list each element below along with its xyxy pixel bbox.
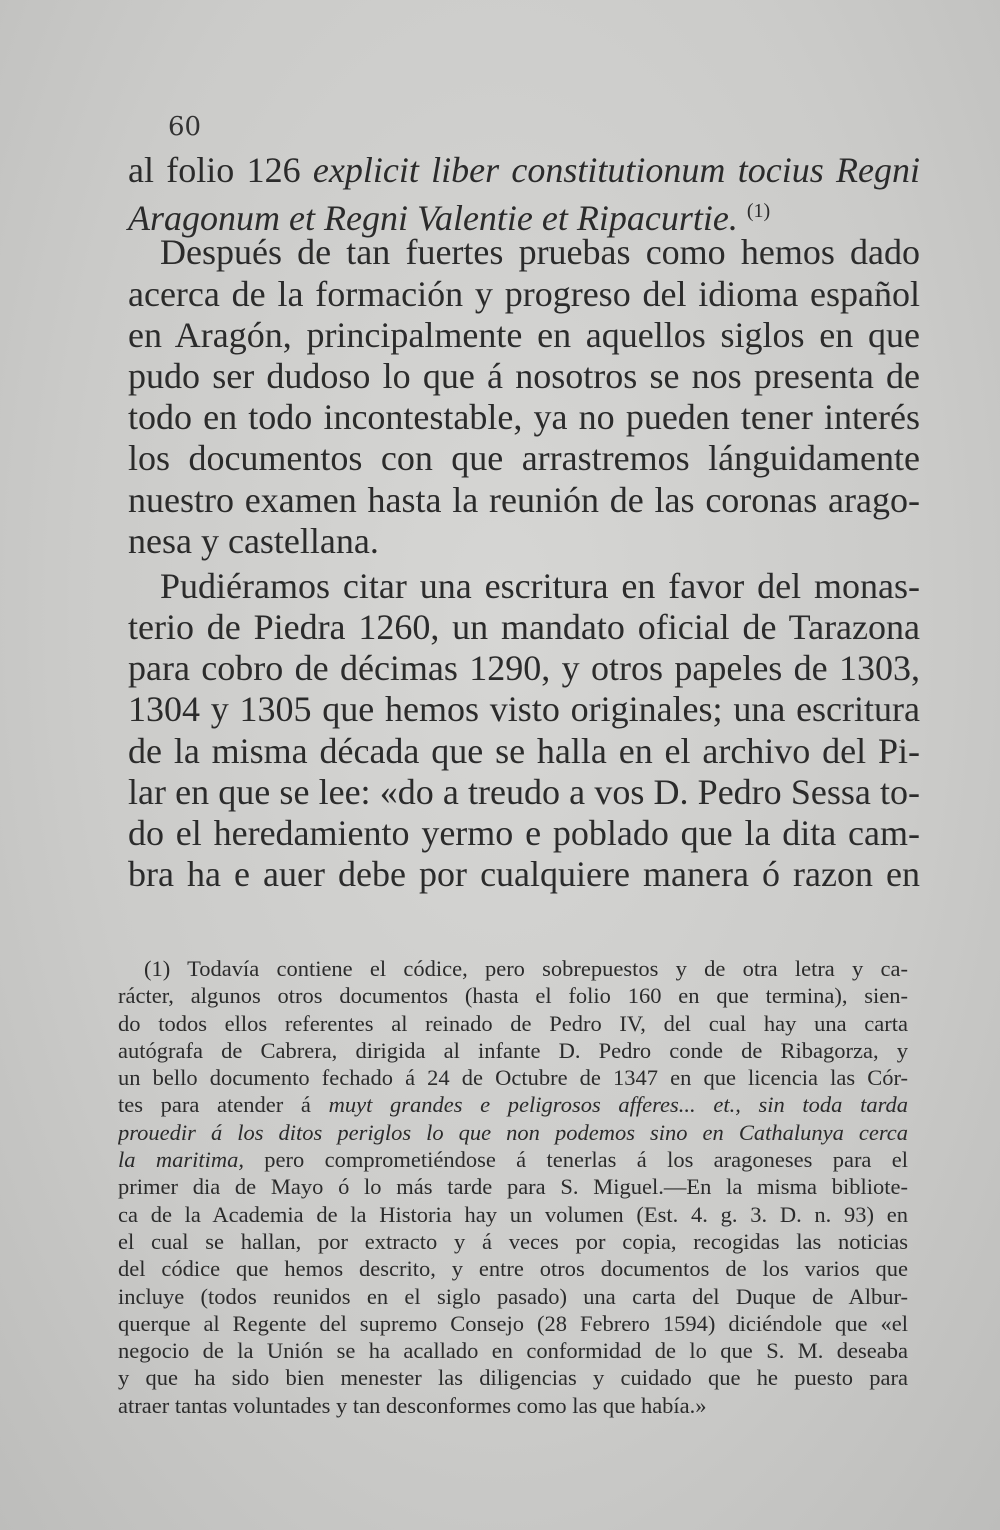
footnote-line: del códice que hemos descrito, y entre otros documentos de los varios que [118, 1256, 908, 1282]
text-line: nesa y castellana. [128, 520, 379, 561]
footnote-line: (1) Todavía contiene el códice, pero sobrepuestos y de otra letra y ca- [144, 956, 908, 981]
text-line: Después de tan fuertes pruebas como hemos dado [160, 232, 920, 273]
footnote-line: prouedir á los ditos periglos lo que non podemos sino en Cathalunya cerca [118, 1119, 908, 1145]
text-line: de la misma década que se halla en el archivo del Pi- [128, 730, 920, 771]
footnote-block [118, 955, 908, 1419]
text-line: do el heredamiento yermo e poblado que la dita cam- [128, 813, 920, 853]
footnote-line: incluye (todos reunidos en el siglo pasado) una carta del Duque de Albur- [118, 1283, 908, 1309]
main-text [128, 150, 920, 895]
text-line: pudo ser dudoso lo que á nosotros se nos presenta de [128, 355, 920, 396]
footnote-line: un bello documento fechado á 24 de Octubre de 1347 en que licencia las Cór- [118, 1065, 908, 1091]
text-line: nuestro examen hasta la reunión de las coronas arago- [128, 479, 920, 520]
footnote-line: y que ha sido bien menester las diligencias y cuidado que he puesto para [118, 1365, 908, 1391]
text-line: terio de Piedra 1260, un mandato oficial de Tarazona [128, 607, 920, 648]
footnote-line: atraer tantas voluntades y tan desconformes como las que había.» [118, 1392, 707, 1418]
footnote-line: rácter, algunos otros documentos (hasta el folio 160 en que termina), sien- [118, 983, 908, 1009]
text-line: bra ha e auer debe por cualquiere manera ó razon en [128, 854, 920, 895]
text-line: al folio 126 explicit liber constitutionum tocius Regni [128, 150, 920, 190]
text-line: Aragonum et Regni Valentie et Ripacurtie. $^{(1)}$ [128, 198, 771, 239]
footnote-line: do todos ellos referentes al reinado de Pedro IV, del cual hay una carta [118, 1010, 908, 1036]
footnote-line: ca de la Academia de la Historia hay un volumen (Est. 4. g. 3. D. n. 93) en [118, 1201, 908, 1227]
text-line: los documentos con que arrastremos lánguidamente [128, 438, 920, 479]
footnote-line: negocio de la Unión se ha acallado en conformidad de lo que S. M. deseaba [118, 1338, 908, 1364]
footnote-marker: (1) [746, 200, 771, 223]
footnote-line: la maritima, pero comprometiéndose á tenerlas á los aragoneses para el [118, 1147, 908, 1173]
text-line: todo en todo incontestable, ya no pueden tener interés [128, 397, 920, 438]
text-line: para cobro de décimas 1290, y otros papeles de 1303, [128, 648, 920, 689]
footnote-line: autógrafa de Cabrera, dirigida al infante D. Pedro conde de Ribagorza, y [118, 1037, 908, 1063]
text-line: en Aragón, principalmente en aquellos siglos en que [128, 314, 920, 355]
text-line: Pudiéramos citar una escritura en favor del monas- [160, 565, 920, 606]
footnote-line: primer dia de Mayo ó lo más tarde para S. Miguel.—En la misma bibliote- [118, 1174, 908, 1200]
footnote-line: el cual se hallan, por extracto y á veces por copia, recogidas las noticias [118, 1228, 908, 1254]
text-line: acerca de la formación y progreso del idioma español [128, 273, 920, 314]
text-line: 1304 y 1305 que hemos visto originales; una escritura [128, 689, 920, 730]
footnote-line: tes para atender á muyt grandes e peligrosos afferes... et., sin toda tarda [118, 1092, 908, 1118]
page-number: 60 [168, 112, 202, 142]
text-line: lar en que se lee: «do a treudo a vos D. Pedro Sessa to- [128, 771, 920, 812]
footnote-line: querque al Regente del supremo Consejo (28 Febrero 1594) diciéndole que «el [118, 1310, 908, 1336]
